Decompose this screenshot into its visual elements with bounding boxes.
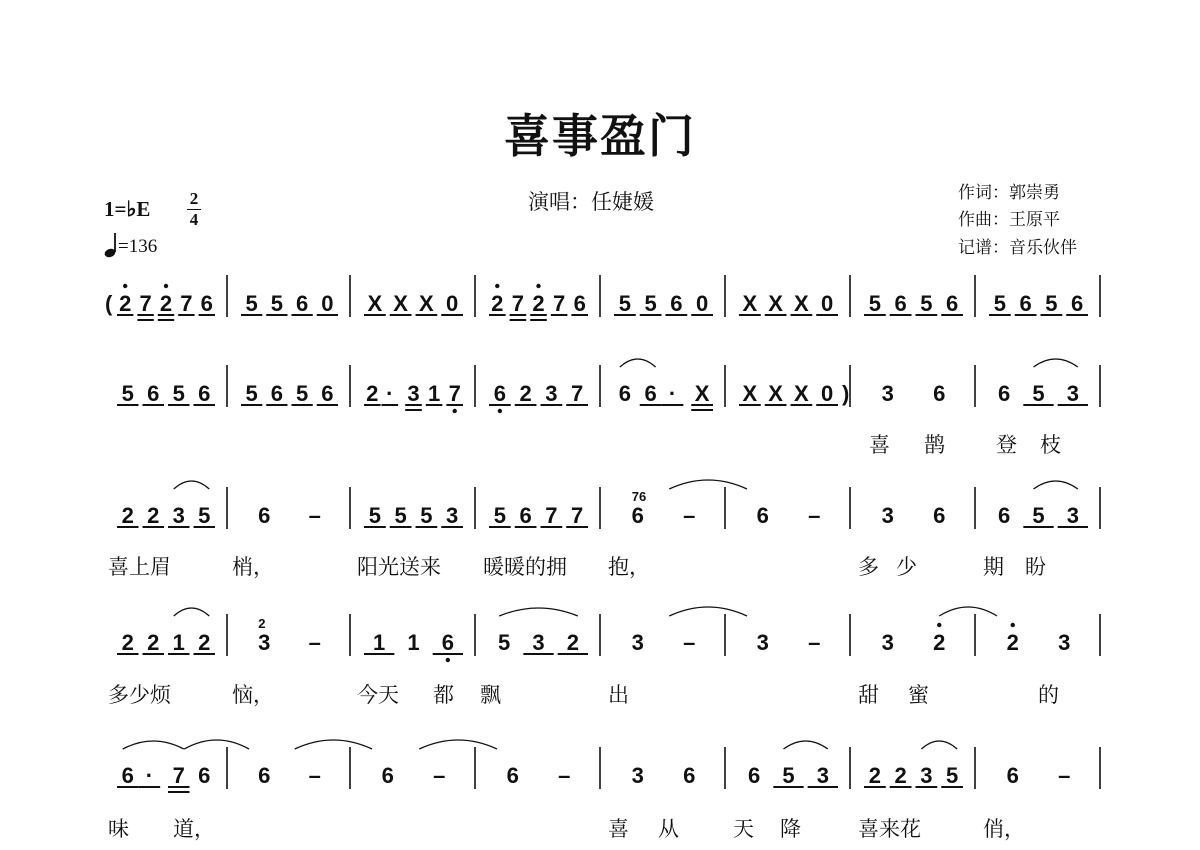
note: X — [742, 291, 758, 316]
octave-dot-low — [498, 409, 502, 413]
lyric: 恼， — [232, 683, 274, 707]
note: 6 — [198, 381, 211, 406]
note: 3 — [407, 381, 420, 406]
note: 1 — [172, 630, 185, 655]
note: 3 — [258, 630, 271, 655]
note: 2 — [532, 291, 545, 316]
note: X — [768, 381, 783, 406]
note: 5 — [1032, 503, 1045, 528]
time-signature-bottom: 4 — [189, 210, 199, 229]
note: 6 — [683, 763, 696, 788]
note: 6 — [200, 291, 213, 316]
note: X — [794, 291, 809, 316]
note: · — [145, 763, 154, 788]
note: 5 — [868, 291, 881, 316]
note: 7 — [448, 381, 461, 406]
tie — [669, 480, 747, 489]
note: 5 — [270, 291, 283, 316]
tie — [419, 740, 497, 749]
note: 2 — [198, 630, 211, 655]
note: 2 — [933, 630, 946, 655]
note: 3 — [816, 763, 829, 788]
lyric: 盼 — [1025, 555, 1046, 579]
note: X — [393, 291, 408, 316]
composer-credit: 作曲：王原平 — [958, 210, 1060, 229]
lyric: 多 — [858, 555, 879, 579]
slur — [784, 741, 828, 749]
lyric: 喜上眉 — [108, 555, 171, 579]
note: – — [308, 630, 321, 655]
note: 6 — [933, 503, 946, 528]
octave-dot-low — [453, 409, 457, 413]
note: 5 — [1045, 291, 1058, 316]
octave-dot-high — [495, 284, 499, 288]
lyric: 天 — [733, 817, 754, 841]
note: 6 — [441, 630, 454, 655]
lyric: 枝 — [1040, 433, 1061, 457]
lyric: 出 — [608, 683, 629, 707]
note: 7 — [511, 291, 525, 316]
note: 3 — [545, 381, 558, 406]
note: 2 — [566, 630, 579, 655]
note: 3 — [532, 630, 545, 655]
note: 6 — [147, 381, 160, 406]
note: 3 — [1058, 630, 1071, 655]
note: 2 — [119, 291, 132, 316]
grace-note: 76 — [631, 489, 647, 504]
note: 5 — [493, 503, 506, 528]
note: 5 — [946, 763, 959, 788]
transcriber-credit: 记谱：音乐伙伴 — [958, 238, 1077, 257]
note: 5 — [644, 291, 657, 316]
song-title: 喜事盈门 — [504, 109, 696, 163]
lyric: 梢， — [232, 555, 274, 579]
note: 6 — [670, 291, 683, 316]
note: 6 — [258, 503, 271, 528]
note: 6 — [296, 291, 309, 316]
note: 2 — [147, 503, 160, 528]
lyric: 鹊 — [924, 433, 945, 457]
note: 6 — [270, 381, 283, 406]
note: 6 — [519, 503, 532, 528]
note: – — [683, 503, 696, 528]
tie — [939, 607, 997, 616]
note: 2 — [121, 630, 134, 655]
note: 7 — [180, 291, 193, 316]
lyric: 飘 — [480, 683, 501, 707]
lyric: 俏， — [983, 817, 1025, 841]
note: 7 — [552, 291, 566, 316]
key-signature: 1=♭E — [104, 197, 151, 221]
note: 5 — [782, 763, 795, 788]
note: 6 — [946, 291, 959, 316]
note: – — [683, 630, 696, 655]
note: 6 — [321, 381, 334, 406]
note: 5 — [368, 503, 381, 528]
lyric: 期 — [983, 555, 1004, 579]
lyric: 喜来花 — [858, 817, 921, 841]
note: – — [433, 763, 446, 788]
slur — [1034, 359, 1078, 367]
lyric: 多少烦 — [108, 683, 171, 707]
note: 0 — [696, 291, 709, 316]
note: 2 — [121, 503, 134, 528]
note: 7 — [545, 503, 558, 528]
lyric: 暖暖的拥 — [483, 555, 567, 579]
lyric: 味 — [108, 817, 129, 841]
note: X — [742, 381, 758, 406]
note: X — [768, 291, 783, 316]
note: 1 — [407, 630, 420, 655]
note: 6 — [258, 763, 271, 788]
note: 1 — [427, 381, 441, 406]
note: 6 — [198, 763, 211, 788]
note: 5 — [172, 381, 185, 406]
octave-dot-low — [446, 658, 450, 662]
note: 3 — [631, 763, 644, 788]
note: · — [668, 381, 677, 406]
note: 6 — [756, 503, 769, 528]
lyric: 从 — [658, 817, 679, 841]
note: 5 — [618, 291, 631, 316]
slur — [499, 608, 578, 616]
note: 2 — [894, 763, 907, 788]
note: 6 — [506, 763, 519, 788]
note: X — [694, 381, 710, 406]
note: 5 — [1032, 381, 1045, 406]
note: – — [308, 763, 321, 788]
note: 7 — [139, 291, 152, 316]
note: 6 — [933, 381, 946, 406]
octave-dot-high — [164, 284, 168, 288]
tie — [669, 607, 747, 616]
note: – — [1058, 763, 1071, 788]
lyric: 阳光送来 — [357, 555, 441, 579]
paren-open: ( — [105, 291, 113, 316]
note: 5 — [296, 381, 309, 406]
lyric: 蜜 — [908, 683, 929, 707]
note: 0 — [821, 381, 834, 406]
lyric: 喜 — [608, 817, 629, 841]
note: – — [308, 503, 321, 528]
note: 0 — [821, 291, 834, 316]
octave-dot-high — [1011, 623, 1015, 627]
note: 3 — [881, 381, 894, 406]
lyric: 少 — [896, 555, 917, 579]
note: 3 — [881, 503, 894, 528]
note: X — [419, 291, 434, 316]
note: – — [808, 630, 821, 655]
lyric: 抱， — [608, 555, 650, 579]
slur — [620, 359, 656, 367]
paren-close: ) — [842, 381, 850, 406]
note: 5 — [245, 291, 258, 316]
lyric: 的 — [1038, 683, 1059, 707]
note: 2 — [159, 291, 173, 316]
note: 3 — [1066, 503, 1079, 528]
note: 6 — [748, 763, 761, 788]
octave-dot-high — [123, 284, 127, 288]
note: 5 — [245, 381, 258, 406]
tie — [295, 740, 372, 749]
note: 5 — [498, 630, 511, 655]
note: 2 — [147, 630, 160, 655]
note: 0 — [446, 291, 459, 316]
note: 5 — [394, 503, 407, 528]
note: 6 — [631, 503, 644, 528]
note: 3 — [920, 763, 933, 788]
grace-note: 2 — [258, 616, 266, 631]
note: 6 — [1071, 291, 1084, 316]
note: 5 — [420, 503, 433, 528]
note: 6 — [618, 381, 631, 406]
note: 2 — [366, 381, 379, 406]
note: 6 — [493, 381, 506, 406]
note: 5 — [121, 381, 134, 406]
note: 5 — [198, 503, 211, 528]
note: 2 — [519, 381, 532, 406]
note: 6 — [573, 291, 586, 316]
tie — [184, 740, 249, 749]
note: 6 — [1019, 291, 1032, 316]
note: 3 — [756, 630, 769, 655]
note: 1 — [373, 630, 386, 655]
note: 2 — [1006, 630, 1019, 655]
lyric: 都 — [433, 683, 454, 707]
slur — [123, 741, 184, 749]
note: 6 — [121, 763, 134, 788]
octave-dot-high — [536, 284, 540, 288]
note: 3 — [881, 630, 894, 655]
note: 5 — [993, 291, 1006, 316]
note: 3 — [1066, 381, 1079, 406]
note: 2 — [491, 291, 504, 316]
lyricist-credit: 作词：郭崇勇 — [958, 183, 1060, 202]
note: 7 — [571, 381, 584, 406]
note: 5 — [920, 291, 933, 316]
time-signature-top: 2 — [189, 189, 199, 208]
slur — [921, 741, 957, 749]
note: 3 — [446, 503, 459, 528]
note: 6 — [644, 381, 657, 406]
note: 3 — [631, 630, 644, 655]
note: X — [367, 291, 383, 316]
lyric: 甜 — [858, 683, 879, 707]
note: 6 — [381, 763, 394, 788]
note: – — [808, 503, 821, 528]
tempo-value: =136 — [118, 236, 158, 257]
note: 0 — [321, 291, 334, 316]
octave-dot-high — [937, 623, 941, 627]
note: 7 — [571, 503, 584, 528]
lyric: 降 — [780, 817, 801, 841]
note: 6 — [1006, 763, 1019, 788]
note: 3 — [172, 503, 185, 528]
slur — [174, 481, 210, 489]
note: 7 — [172, 763, 185, 788]
slur — [1034, 481, 1078, 489]
lyric: 登 — [996, 433, 1017, 457]
note: 6 — [998, 503, 1011, 528]
note: 6 — [998, 381, 1011, 406]
slur — [174, 608, 210, 616]
singer-credit: 演唱：任婕媛 — [528, 191, 654, 214]
lyric: 道， — [173, 817, 215, 841]
note: 6 — [894, 291, 907, 316]
lyric: 喜 — [869, 433, 890, 457]
lyric: 今天 — [357, 683, 399, 707]
note: – — [558, 763, 571, 788]
note: X — [794, 381, 809, 406]
note: 2 — [868, 763, 881, 788]
note: · — [386, 381, 394, 406]
